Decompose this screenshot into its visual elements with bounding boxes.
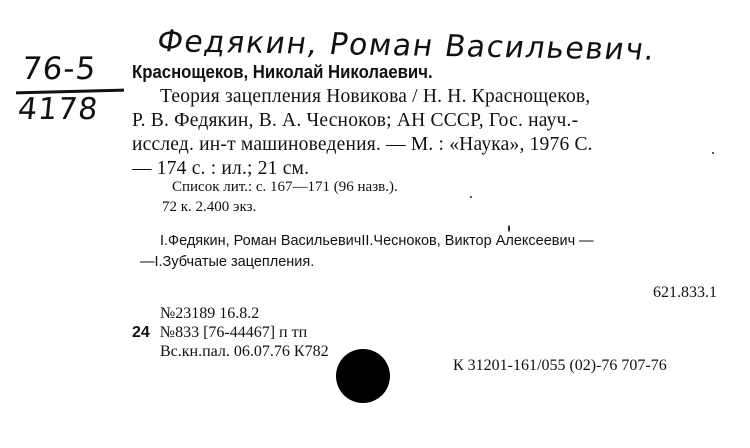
title-line-1: Теория зацепления Новикова / Н. Н. Краснощеков,	[160, 86, 591, 107]
title-line-4: — 174 с. : ил.; 21 см.	[132, 158, 310, 179]
title-line-2: Р. В. Федякин, В. А. Чесноков; АН СССР, Гос. науч.-	[132, 110, 579, 131]
registration-number: №23189 16.8.2	[160, 305, 260, 322]
classification-code: К 31201-161/055 (02)-76 707-76	[453, 357, 667, 374]
author-heading: Краснощеков, Николай Николаевич.	[132, 62, 433, 82]
ink-speck	[508, 225, 510, 232]
tracings-line-1: I.Федякин, Роман ВасильевичII.Чесноков, Виктор Алексеевич —	[160, 233, 594, 249]
order-line	[132, 324, 307, 342]
tracings-line-2: —I.Зубчатые зацепления.	[140, 254, 315, 270]
title-line-3: исслед. ин-т машиноведения. — М. : «Наука», 1976 С.	[132, 134, 593, 155]
handwritten-owner-name: Федякин, Роман Васильевич.	[154, 24, 659, 68]
handwritten-call-number-top: 76-5	[20, 51, 99, 87]
group-number: 24	[132, 324, 150, 341]
ink-speck	[470, 196, 472, 198]
udc-number: 621.833.1	[653, 284, 717, 301]
handwritten-call-number-bottom: 4178	[16, 92, 101, 127]
ink-speck	[712, 152, 714, 154]
price-print-run: 72 к. 2.400 экз.	[162, 199, 257, 215]
bibliography-note: Список лит.: с. 167—171 (96 назв.).	[172, 179, 398, 195]
hole-punch	[336, 349, 390, 403]
chamber-stamp-line: Вс.кн.пал. 06.07.76 К782	[160, 343, 329, 360]
order-number: №833 [76-44467] п тп	[159, 324, 308, 341]
